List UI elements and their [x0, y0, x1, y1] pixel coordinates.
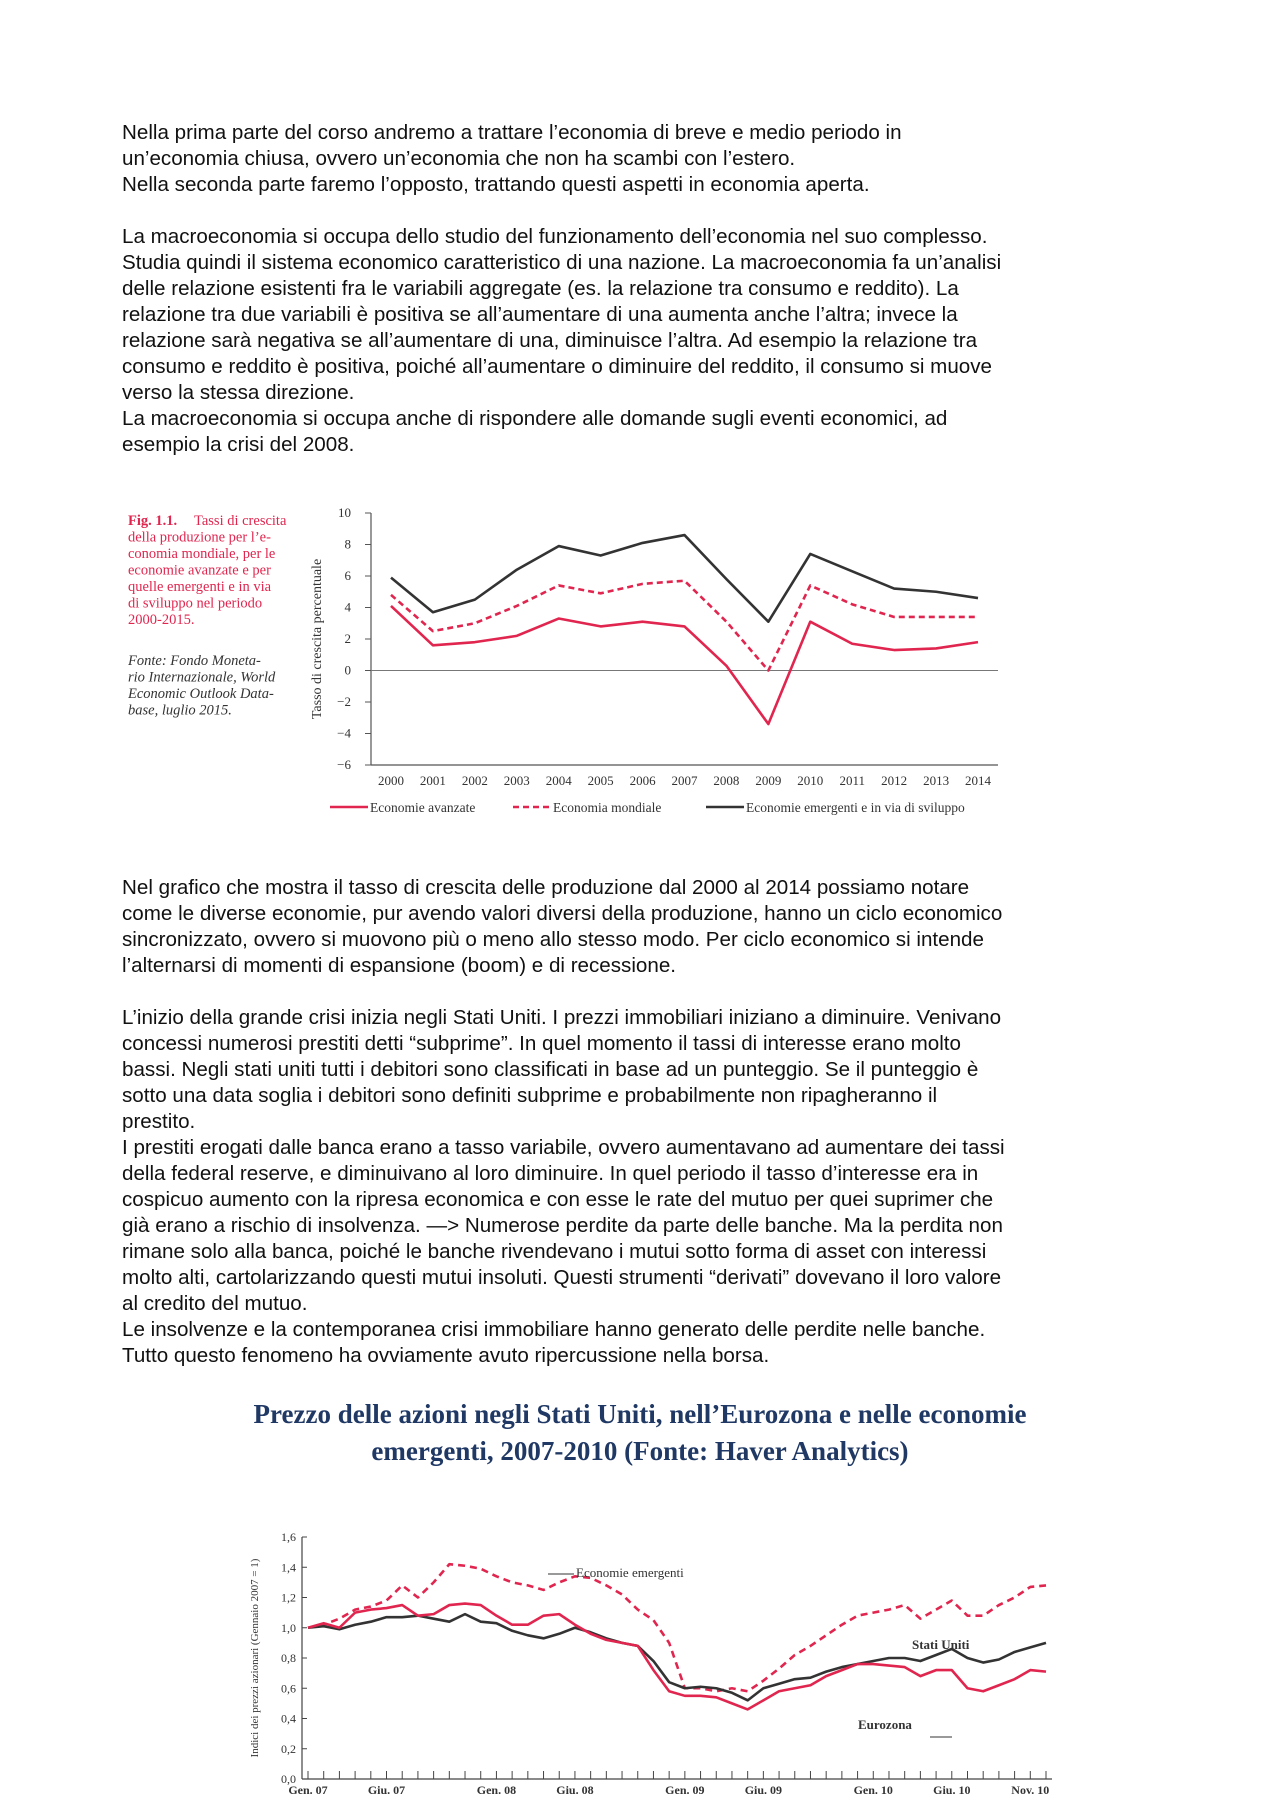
x-tick-label: 2011 — [839, 773, 865, 788]
text-line: bassi. Negli stati uniti tutti i debitori sono classificati in base ad un punteggio. Se il punteggio è — [122, 1058, 979, 1081]
x-tick-label: 2013 — [923, 773, 950, 788]
x-tick-label: Gen. 08 — [476, 1783, 517, 1797]
x-tick-label: Gen. 09 — [665, 1783, 705, 1797]
caption-line: economie avanzate e per — [128, 562, 271, 579]
text-line: Le insolvenze e la contemporanea crisi immobiliare hanno generato delle perdite nelle banche. — [122, 1318, 986, 1341]
text-line: Nella prima parte del corso andremo a trattare l’economia di breve e medio periodo in — [122, 121, 902, 144]
annotation-label: Stati Uniti — [912, 1637, 970, 1652]
text-line: sincronizzato, ovvero si muovono più o meno allo stesso modo. Per ciclo economico si intende — [122, 928, 984, 951]
legend-label: Economia mondiale — [553, 800, 662, 815]
text-line: consumo e reddito è positiva, poiché all’aumentare o diminuire del reddito, il consumo si muove — [122, 355, 992, 378]
chart-series — [391, 535, 978, 724]
figure-caption — [128, 513, 287, 719]
figure-title — [150, 1396, 1130, 1470]
text-line: I prestiti erogati dalle banca erano a tasso variabile, ovvero aumentavano ad aumentare dei tassi — [122, 1136, 1005, 1159]
annotation-label: Economie emergenti — [576, 1565, 684, 1580]
chart-annotations — [548, 1565, 970, 1737]
legend-label: Economie avanzate — [370, 800, 476, 815]
text-line — [122, 979, 1182, 1005]
y-tick-label: 0,2 — [281, 1741, 296, 1756]
y-axis-label: Indici dei prezzi azionari (Gennaio 2007 = 1) — [249, 1558, 261, 1758]
text-line: relazione tra due variabili è positiva se all’aumentare di una aumenta anche l’altra; invece la — [122, 303, 958, 326]
caption-source-line: base, luglio 2015. — [128, 702, 232, 719]
series-line-2 — [391, 535, 978, 622]
text-line: verso la stessa direzione. — [122, 381, 355, 404]
y-tick-label: 4 — [344, 599, 351, 615]
caption-source-line: Economic Outlook Data- — [128, 686, 274, 702]
x-tick-label: 2006 — [629, 773, 656, 788]
growth-rate-chart — [128, 505, 1008, 825]
x-tick-label: Giu. 07 — [367, 1783, 406, 1797]
caption-line: di sviluppo nel periodo — [128, 595, 263, 612]
text-line — [122, 198, 1182, 224]
y-tick-label: 8 — [344, 536, 351, 552]
text-line: sotto una data soglia i debitori sono definiti subprime e probabilmente non ripagheranno il — [122, 1084, 938, 1107]
x-tick-label: 2010 — [797, 773, 824, 788]
caption-source-line: Fonte: Fondo Moneta- — [128, 653, 261, 669]
text-line: Studia quindi il sistema economico caratteristico di una nazione. La macroeconomia fa un’analisi — [122, 251, 1002, 274]
x-tick-label: 2000 — [378, 773, 404, 788]
y-axis-label: Tasso di crescita percentuale — [310, 558, 325, 720]
text-line: Nella seconda parte faremo l’opposto, trattando questi aspetti in economia aperta. — [122, 173, 870, 196]
y-tick-label: 1,0 — [281, 1620, 296, 1635]
text-line: Tutto questo fenomeno ha ovviamente avuto ripercussione nella borsa. — [122, 1344, 770, 1367]
y-tick-label: −2 — [337, 694, 351, 709]
chart-legend — [330, 800, 965, 815]
text-line: La macroeconomia si occupa anche di rispondere alle domande sugli eventi economici, ad — [122, 407, 948, 430]
text-line: prestito. — [122, 1110, 196, 1133]
text-line: L’inizio della grande crisi inizia negli Stati Uniti. I prezzi immobiliari iniziano a diminuire. Venivano — [122, 1006, 1002, 1029]
series-line-1 — [308, 1614, 1046, 1700]
x-tick-label: 2004 — [545, 773, 572, 788]
text-line: Nel grafico che mostra il tasso di crescita delle produzione dal 2000 al 2014 possiamo notare — [122, 876, 970, 899]
caption-line: della produzione per l’e- — [128, 529, 271, 546]
series-line-0 — [391, 606, 978, 724]
figure-label: Fig. 1.1. — [128, 513, 178, 529]
y-tick-label: −4 — [337, 725, 351, 741]
chart-axes — [310, 505, 998, 788]
caption-line: Tassi di crescita — [194, 513, 287, 529]
x-tick-label: 2002 — [461, 773, 488, 788]
x-tick-label: Giu. 08 — [556, 1783, 594, 1797]
text-line: relazione sarà negativa se all’aumentare di una, diminuisce l’altra. Ad esempio la relazione tra — [122, 329, 978, 352]
figure-title-line: Prezzo delle azioni negli Stati Uniti, nell’Eurozona e nelle economie — [253, 1399, 1027, 1429]
y-tick-label: 6 — [344, 568, 351, 583]
x-tick-label: 2012 — [881, 773, 908, 788]
text-line: come le diverse economie, pur avendo valori diversi della produzione, hanno un ciclo economico — [122, 902, 1003, 925]
text-line: delle relazione esistenti fra le variabili aggregate (es. la relazione tra consumo e reddito). La — [122, 277, 959, 300]
x-tick-label: 2001 — [419, 773, 446, 788]
y-tick-label: 0 — [344, 662, 351, 678]
text-line: della federal reserve, e diminuivano al loro diminuire. In quel periodo il tasso d’interesse era in — [122, 1162, 979, 1185]
intro-text — [122, 120, 1182, 458]
text-line: concessi numerosi prestiti detti “subprime”. In quel momento il tassi di interesse erano molto — [122, 1032, 961, 1055]
text-line: l’alternarsi di momenti di espansione (boom) e di recessione. — [122, 954, 677, 977]
text-line: molto alti, cartolarizzando questi mutui insoluti. Questi strumenti “derivati” dovevano il loro valore — [122, 1266, 1002, 1289]
y-tick-label: 0,0 — [281, 1772, 296, 1786]
y-tick-label: 10 — [338, 505, 351, 520]
x-tick-label: 2009 — [755, 773, 782, 788]
x-tick-label: 2007 — [671, 773, 698, 788]
y-tick-label: 0,8 — [281, 1651, 296, 1665]
x-tick-label: Nov. 10 — [1011, 1783, 1050, 1797]
body-text — [122, 875, 1182, 1369]
y-tick-label: 1,6 — [281, 1530, 296, 1544]
y-tick-label: 1,2 — [281, 1590, 296, 1605]
y-tick-label: 2 — [344, 631, 351, 646]
caption-line: conomia mondiale, per le — [128, 546, 276, 562]
y-tick-label: 1,4 — [281, 1560, 296, 1575]
text-line: cospicuo aumento con la ripresa economica e con esse le rate del mutuo per quei suprimer che — [122, 1188, 994, 1211]
y-tick-label: 0,6 — [281, 1681, 296, 1696]
text-line: al credito del mutuo. — [122, 1292, 308, 1315]
caption-line: quelle emergenti e in via — [128, 579, 272, 595]
annotation-label: Eurozona — [858, 1717, 912, 1732]
x-tick-label: Gen. 10 — [853, 1783, 893, 1797]
x-tick-label: Giu. 10 — [933, 1783, 971, 1797]
y-tick-label: −6 — [337, 757, 351, 772]
series-line-0 — [308, 1564, 1046, 1691]
figure-title-line: emergenti, 2007-2010 (Fonte: Haver Analytics) — [371, 1436, 909, 1466]
x-tick-label: 2008 — [713, 773, 740, 788]
caption-source-line: rio Internazionale, World — [128, 669, 276, 686]
stock-price-chart — [240, 1525, 1080, 1811]
x-tick-label: Gen. 07 — [288, 1783, 328, 1797]
text-line: un’economia chiusa, ovvero un’economia che non ha scambi con l’estero. — [122, 147, 796, 170]
x-tick-label: 2005 — [587, 773, 614, 788]
legend-label: Economie emergenti e in via di sviluppo — [746, 800, 965, 815]
caption-line: 2000-2015. — [128, 612, 195, 628]
x-tick-label: 2014 — [965, 773, 991, 788]
text-line: esempio la crisi del 2008. — [122, 433, 355, 456]
text-line: rimane solo alla banca, poiché le banche rivendevano i mutui sotto forma di asset con interessi — [122, 1240, 987, 1263]
x-tick-label: 2003 — [503, 773, 530, 788]
x-tick-label: Giu. 09 — [744, 1783, 783, 1797]
y-tick-label: 0,4 — [281, 1711, 296, 1726]
text-line: già erano a rischio di insolvenza. —> Numerose perdite da parte delle banche. Ma la perdita non — [122, 1214, 1003, 1237]
text-line: La macroeconomia si occupa dello studio del funzionamento dell’economia nel suo complesso. — [122, 225, 988, 248]
